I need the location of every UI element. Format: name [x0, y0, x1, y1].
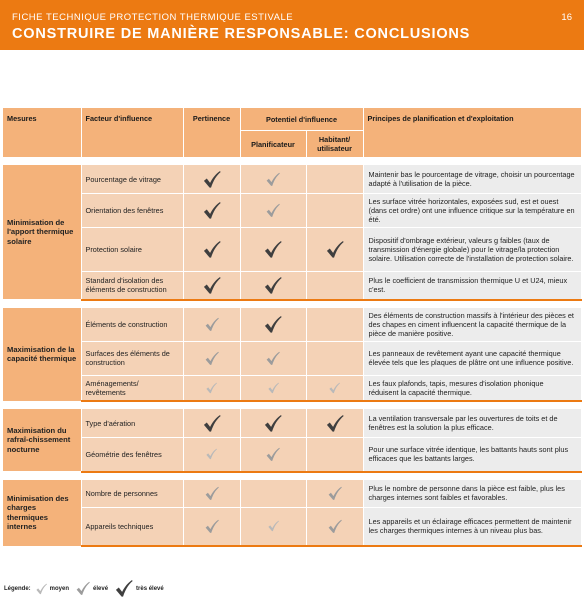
principle-cell: Dispositif d'ombrage extérieur, valeurs g faibles (taux de transmission d'énergie globale) pour le vitrage/la protection solaire. Utilisation correcte de l'installation de protection solaire. — [363, 228, 581, 272]
legend-label: Légende: — [4, 585, 31, 592]
legend-item-label: moyen — [49, 585, 70, 592]
checkmark-small-icon — [205, 448, 218, 460]
principle-cell: Maintenir bas le pourcentage de vitrage, choisir un pourcentage adapté à l'utilisation de la pièce. — [363, 165, 581, 194]
planificateur-cell — [240, 375, 306, 401]
page-title: CONSTRUIRE DE MANIÈRE RESPONSABLE: CONCLUSIONS — [12, 26, 471, 42]
pertinence-cell — [183, 479, 240, 507]
table-row — [3, 165, 581, 194]
header-pertinence: Pertinence — [183, 108, 240, 158]
checkmark-large-icon — [263, 240, 283, 259]
checkmark-medium-icon — [204, 519, 220, 534]
factor-cell: Géométrie des fenêtres — [81, 438, 183, 472]
principle-cell: Pour une surface vitrée identique, les battants hauts sont plus efficaces que les battants larges. — [363, 438, 581, 472]
pertinence-cell — [183, 165, 240, 194]
planificateur-cell — [240, 479, 306, 507]
checkmark-large-icon — [325, 240, 345, 259]
planificateur-cell — [240, 272, 306, 300]
habitant-cell — [306, 375, 363, 401]
principle-cell: Les faux plafonds, tapis, mesures d'isolation phonique réduisent la capacité thermique. — [363, 375, 581, 401]
table-row — [3, 194, 581, 228]
header-principes: Principes de planification et d'exploitation — [363, 108, 581, 158]
habitant-cell — [306, 438, 363, 472]
checkmark-small-icon — [267, 520, 280, 532]
checkmark-small-icon — [328, 382, 341, 394]
principle-cell: Plus le nombre de personne dans la pièce est faible, plus les charges internes sont faibles et favorables. — [363, 479, 581, 507]
legend-item — [114, 579, 164, 598]
habitant-cell — [306, 307, 363, 341]
planificateur-cell — [240, 438, 306, 472]
checkmark-medium-icon — [265, 447, 281, 462]
pertinence-cell — [183, 375, 240, 401]
checkmark-large-icon — [202, 414, 222, 433]
page-number: 16 — [561, 12, 572, 23]
principle-cell: Les appareils et un éclairage efficaces permettent de maintenir les charges thermiques internes à un niveau plus bas. — [363, 507, 581, 546]
factor-cell: Appareils techniques — [81, 507, 183, 546]
legend-item — [35, 583, 69, 595]
checkmark-large-icon — [202, 201, 222, 220]
checkmark-small-icon — [35, 583, 48, 595]
checkmark-large-icon — [263, 315, 283, 334]
checkmark-large-icon — [263, 414, 283, 433]
header-mesures: Mesures — [3, 108, 81, 158]
checkmark-medium-icon — [204, 351, 220, 366]
pertinence-cell — [183, 272, 240, 300]
factor-cell: Surfaces des éléments de construction — [81, 341, 183, 375]
checkmark-medium-icon — [327, 486, 343, 501]
checkmark-medium-icon — [265, 203, 281, 218]
planificateur-cell — [240, 409, 306, 438]
checkmark-large-icon — [263, 276, 283, 295]
habitant-cell — [306, 341, 363, 375]
legend — [4, 579, 170, 598]
table-row — [3, 228, 581, 272]
checkmark-large-icon — [114, 579, 134, 598]
checkmark-medium-icon — [265, 172, 281, 187]
planificateur-cell — [240, 307, 306, 341]
table-row — [3, 409, 581, 438]
factor-cell: Pourcentage de vitrage — [81, 165, 183, 194]
pertinence-cell — [183, 409, 240, 438]
table-row — [3, 341, 581, 375]
conclusions-table — [3, 108, 582, 547]
principle-cell: Les surface vitrée horizontales, exposées sud, est et ouest (dans cet ordre) ont une influence critique sur la température en été. — [363, 194, 581, 228]
table-row — [3, 272, 581, 300]
table-row — [3, 479, 581, 507]
pertinence-cell — [183, 307, 240, 341]
factor-cell: Nombre de personnes — [81, 479, 183, 507]
table-row — [3, 375, 581, 401]
principle-cell: Les panneaux de revêtement ayant une capacité thermique élevée tels que les plaques de plâtre ont une influence positive. — [363, 341, 581, 375]
checkmark-medium-icon — [204, 486, 220, 501]
pertinence-cell — [183, 507, 240, 546]
factor-cell: Type d'aération — [81, 409, 183, 438]
checkmark-medium-icon — [75, 581, 91, 596]
header-planificateur: Planificateur — [240, 131, 306, 158]
checkmark-medium-icon — [204, 317, 220, 332]
planificateur-cell — [240, 165, 306, 194]
factor-cell: Aménagements/ revêtements — [81, 375, 183, 401]
habitant-cell — [306, 507, 363, 546]
habitant-cell — [306, 479, 363, 507]
table-row — [3, 307, 581, 341]
pertinence-cell — [183, 341, 240, 375]
legend-item — [75, 581, 108, 596]
legend-item-label: très élevé — [136, 585, 164, 592]
factor-cell: Éléments de construction — [81, 307, 183, 341]
header-facteur: Facteur d'influence — [81, 108, 183, 158]
principle-cell: Des éléments de construction massifs à l'intérieur des pièces et des chapes en ciment influencent la capacité thermique de la pièce de manière positive. — [363, 307, 581, 341]
checkmark-large-icon — [325, 414, 345, 433]
checkmark-small-icon — [205, 382, 218, 394]
group-label: Minimisation des charges thermiques internes — [3, 479, 81, 546]
checkmark-medium-icon — [327, 519, 343, 534]
principle-cell: La ventilation transversale par les ouvertures de toits et de fenêtres est la solution la plus efficace. — [363, 409, 581, 438]
group-label: Maximisation du rafraî-chissement nocturne — [3, 409, 81, 472]
checkmark-large-icon — [202, 170, 222, 189]
factor-cell: Orientation des fenêtres — [81, 194, 183, 228]
header-potentiel: Potentiel d'influence — [240, 108, 363, 131]
pertinence-cell — [183, 228, 240, 272]
habitant-cell — [306, 272, 363, 300]
habitant-cell — [306, 165, 363, 194]
principle-cell: Plus le coefficient de transmission thermique U et U24, mieux c'est. — [363, 272, 581, 300]
checkmark-medium-icon — [265, 351, 281, 366]
checkmark-large-icon — [202, 240, 222, 259]
habitant-cell — [306, 409, 363, 438]
table-row — [3, 438, 581, 472]
checkmark-small-icon — [267, 382, 280, 394]
header-banner — [0, 0, 584, 50]
planificateur-cell — [240, 507, 306, 546]
group-label: Minimisation de l'apport thermique solaire — [3, 165, 81, 300]
header-habitant: Habitant/ utilisateur — [306, 131, 363, 158]
habitant-cell — [306, 194, 363, 228]
factor-cell: Protection solaire — [81, 228, 183, 272]
planificateur-cell — [240, 228, 306, 272]
legend-item-label: élevé — [93, 585, 109, 592]
habitant-cell — [306, 228, 363, 272]
pertinence-cell — [183, 194, 240, 228]
group-label: Maximisation de la capacité thermique — [3, 307, 81, 401]
planificateur-cell — [240, 194, 306, 228]
checkmark-large-icon — [202, 276, 222, 295]
pertinence-cell — [183, 438, 240, 472]
factor-cell: Standard d'isolation des éléments de construction — [81, 272, 183, 300]
planificateur-cell — [240, 341, 306, 375]
document-subtitle: FICHE TECHNIQUE PROTECTION THERMIQUE ESTIVALE — [12, 12, 294, 23]
table-body — [3, 158, 581, 547]
table-row — [3, 507, 581, 546]
